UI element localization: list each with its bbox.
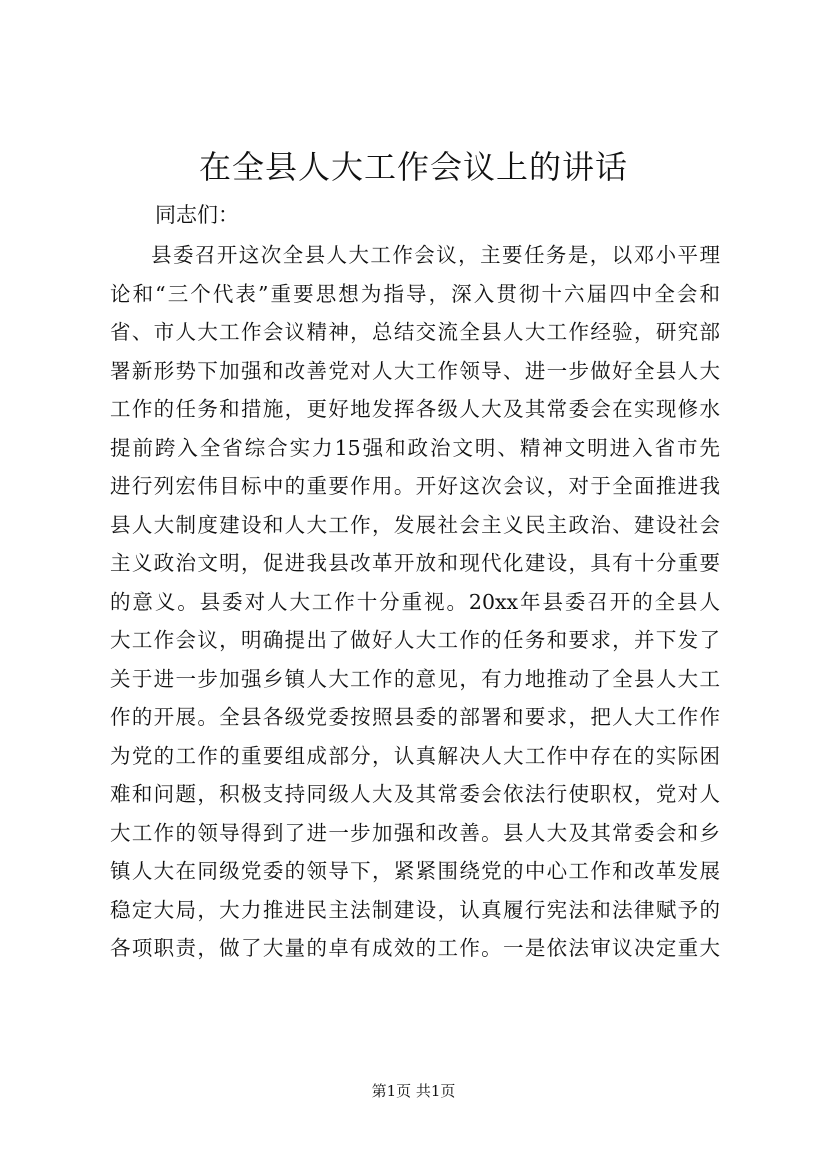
paragraph-line: 论和“三个代表”重要思想为指导，深入贯彻十六届四中全会和 bbox=[110, 281, 720, 306]
document-title: 在全县人大工作会议上的讲话 bbox=[198, 148, 628, 186]
paragraph-line: 署新形势下加强和改善党对人大工作领导、进一步做好全县人大 bbox=[110, 358, 720, 383]
paragraph-line: 关于进一步加强乡镇人大工作的意见，有力地推动了全县人大工 bbox=[110, 666, 720, 691]
paragraph-line: 难和问题，积极支持同级人大及其常委会依法行使职权，党对人 bbox=[110, 782, 720, 806]
paragraph-line: 县人大制度建设和人大工作，发展社会主义民主政治、建设社会 bbox=[110, 512, 720, 537]
paragraph-line: 稳定大局，大力推进民主法制建设，认真履行宪法和法律赋予的 bbox=[110, 897, 720, 922]
paragraph-line: 提前跨入全省综合实力15强和政治文明、精神文明进入省市先 bbox=[110, 435, 720, 460]
paragraph-line: 作的开展。全县各级党委按照县委的部署和要求，把人大工作作 bbox=[110, 705, 720, 729]
paragraph-line: 镇人大在同级党委的领导下，紧紧围绕党的中心工作和改革发展 bbox=[110, 859, 720, 883]
paragraph-line: 各项职责，做了大量的卓有成效的工作。一是依法审议决定重大 bbox=[110, 936, 720, 960]
paragraph-line: 进行列宏伟目标中的重要作用。开好这次会议，对于全面推进我 bbox=[110, 474, 720, 498]
page-footer: 第1页 共1页 bbox=[371, 1082, 456, 1100]
paragraph-line: 主义政治文明，促进我县改革开放和现代化建设，具有十分重要 bbox=[110, 551, 720, 575]
paragraph-line: 县委召开这次全县人大工作会议，主要任务是，以邓小平理 bbox=[151, 243, 720, 267]
paragraph-line: 为党的工作的重要组成部分，认真解决人大工作中存在的实际困 bbox=[110, 743, 720, 768]
paragraph-line: 的意义。县委对人大工作十分重视。20xx年县委召开的全县人 bbox=[110, 589, 720, 614]
salutation: 同志们： bbox=[155, 203, 239, 227]
paragraph-line: 工作的任务和措施，更好地发挥各级人大及其常委会在实现修水 bbox=[110, 397, 720, 421]
paragraph-line: 大工作会议，明确提出了做好人大工作的任务和要求，并下发了 bbox=[110, 628, 720, 652]
paragraph-line: 省、市人大工作会议精神，总结交流全县人大工作经验，研究部 bbox=[110, 320, 720, 344]
body-paragraph bbox=[110, 236, 720, 968]
paragraph-line: 大工作的领导得到了进一步加强和改善。县人大及其常委会和乡 bbox=[110, 820, 720, 845]
